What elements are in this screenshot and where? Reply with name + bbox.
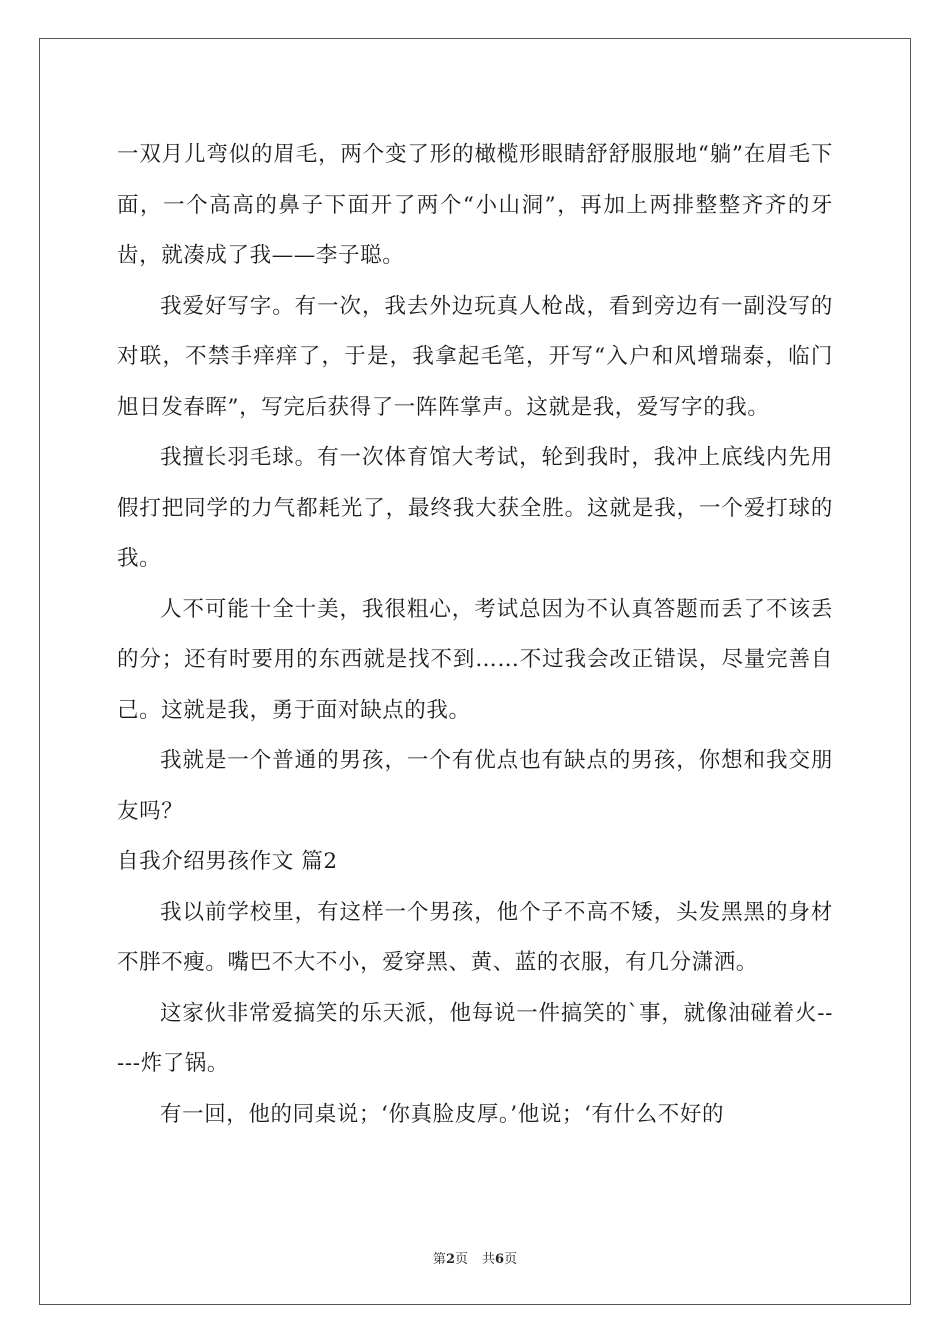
- page-footer: [0, 1248, 950, 1267]
- paragraph: 有一回，他的同桌说；‘你真脸皮厚。’他说；‘有什么不好的: [160, 1101, 725, 1127]
- document-body: [117, 130, 833, 1140]
- section-heading: 自我介绍男孩作文 篇2: [117, 849, 338, 874]
- total-label-suffix: 页: [504, 1252, 518, 1267]
- paragraph: 我擅长羽毛球。有一次体育馆大考试，轮到我时，我冲上底线内先用假打把同学的力气都耗光了，最终我大获全胜。这就是我，一个爱打球的我。: [117, 445, 833, 571]
- paragraph: 一双月儿弯似的眉毛，两个变了形的橄榄形眼睛舒舒服服地“躺”在眉毛下面，一个高高的鼻子下面开了两个“小山洞”，再加上两排整整齐齐的牙齿，就凑成了我——李子聪。: [117, 142, 833, 268]
- paragraph: 我爱好写字。有一次，我去外边玩真人枪战，看到旁边有一副没写的对联，不禁手痒痒了，于是，我拿起毛笔，开写“入户和风增瑞泰，临门旭日发春晖”，写完后获得了一阵阵掌声。这就是我，爱写字的我。: [117, 293, 833, 420]
- paragraph: 人不可能十全十美，我很粗心，考试总因为不认真答题而丢了不该丢的分；还有时要用的东西就是找不到……不过我会改正错误，尽量完善自己。这就是我，勇于面对缺点的我。: [117, 596, 833, 723]
- paragraph: 我就是一个普通的男孩，一个有优点也有缺点的男孩，你想和我交朋友吗？: [117, 748, 833, 824]
- total-page-number: 6: [495, 1252, 505, 1267]
- paragraph: 这家伙非常爱搞笑的乐天派，他每说一件搞笑的`事，就像油碰着火-----炸了锅。: [117, 1000, 833, 1076]
- total-label-prefix: 共: [482, 1252, 496, 1267]
- page-label-prefix: 第: [432, 1252, 446, 1267]
- page-label-suffix: 页: [454, 1252, 468, 1267]
- current-page-number: 2: [445, 1252, 455, 1267]
- paragraph: 我以前学校里，有这样一个男孩，他个子不高不矮，头发黑黑的身材不胖不瘦。嘴巴不大不小，爱穿黑、黄、蓝的衣服，有几分潇洒。: [117, 899, 833, 975]
